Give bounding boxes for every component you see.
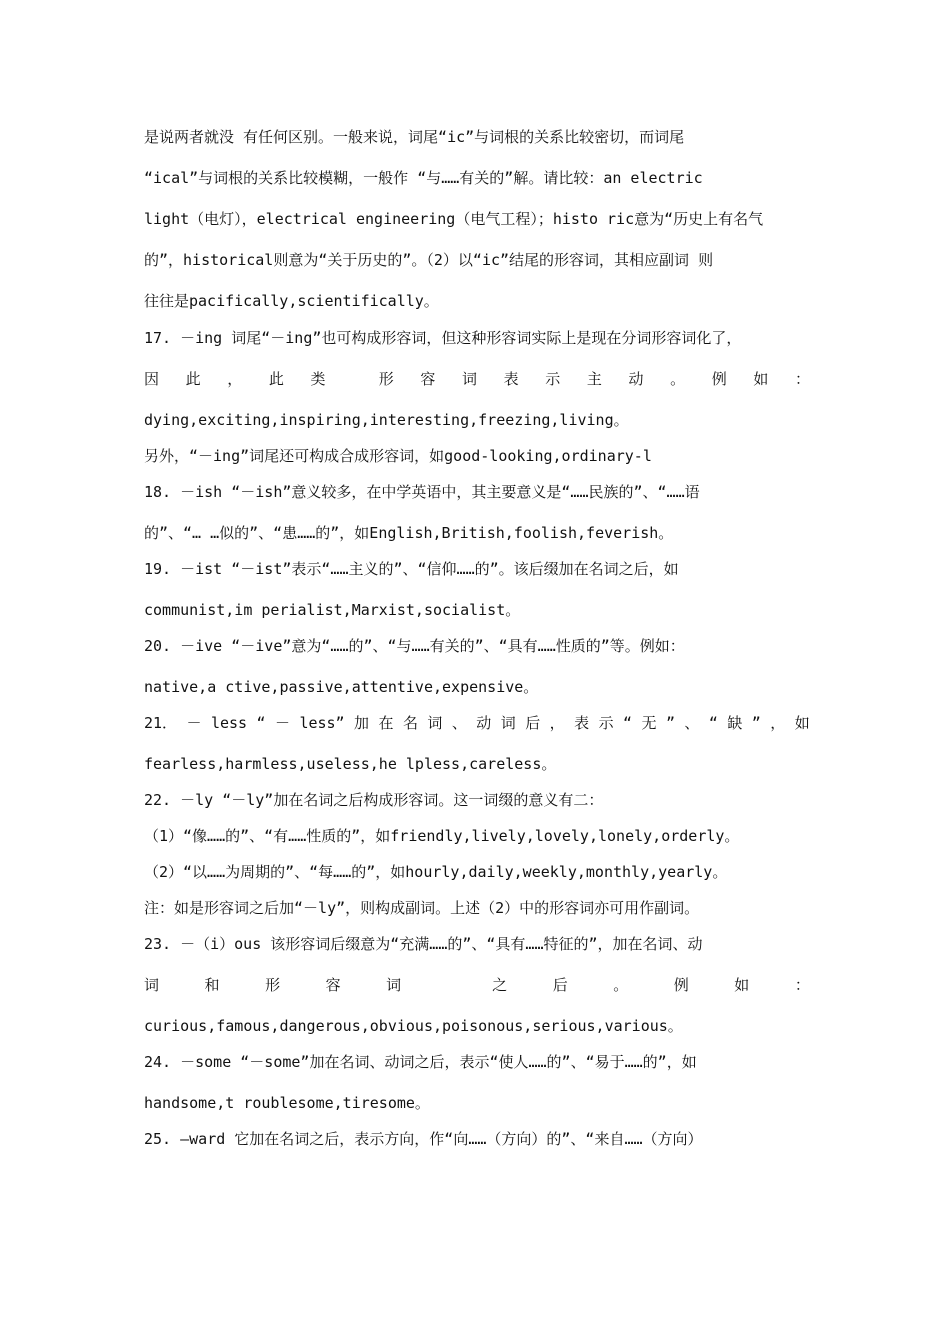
word: 缺 (727, 714, 743, 732)
text-line: （2）“以……为周期的”、“每……的”，如hourly,daily,weekly,monthly,yearly。 (144, 863, 728, 881)
word: ， (770, 714, 786, 732)
word: 21． (144, 714, 178, 732)
char: 词 (144, 976, 160, 994)
char: 例 (711, 370, 727, 388)
char: 形 (265, 976, 281, 994)
text-line: 22. －ly “－ly”加在名词之后构成形容词。这一词缀的意义有二： (144, 791, 604, 809)
word: － (274, 714, 290, 732)
word: 加 (354, 714, 370, 732)
char: 。 (670, 370, 686, 388)
text-line: 另外，“－ing”词尾还可构成合成形容词，如good-looking,ordinary-l (144, 447, 652, 465)
char: 后 (552, 976, 568, 994)
text-line: （1）“像……的”、“有……性质的”，如friendly,lively,lovely,lonely,orderly。 (144, 827, 740, 845)
text-line: 18. －ish “－ish”意义较多，在中学英语中，其主要意义是“……民族的”、“……语 (144, 483, 700, 501)
char: ， (227, 370, 243, 388)
text-line: 20. －ive “－ive”意为“……的”、“与……有关的”、“具有……性质的”等。例如： (144, 637, 685, 655)
word: “ (708, 714, 718, 732)
word: “ (623, 714, 633, 732)
word: 表 (574, 714, 590, 732)
char: 。 (613, 976, 629, 994)
word: 无 (641, 714, 657, 732)
char: 和 (204, 976, 220, 994)
char: 主 (586, 370, 602, 388)
char: 词 (386, 976, 402, 994)
char: 类 (310, 370, 326, 388)
char: 此 (185, 370, 201, 388)
word: 名 (402, 714, 418, 732)
text-line: dying,exciting,inspiring,interesting,freezing,living。 (144, 411, 629, 429)
text-line: 23. －（i）ous 该形容词后缀意为“充满……的”、“具有……特征的”，加在名词、动 (144, 935, 703, 953)
text-line: native,a ctive,passive,attentive,expensive。 (144, 678, 539, 696)
text-line: 注：如是形容词之后加“－ly”，则构成副词。上述（2）中的形容词亦可用作副词。 (144, 899, 700, 917)
text-line: “ical”与词根的关系比较模糊，一般作 “与……有关的”解。请比较：an electric (144, 169, 703, 187)
char: 表 (503, 370, 519, 388)
word: 词 (427, 714, 443, 732)
char: 容 (420, 370, 436, 388)
char: 词 (461, 370, 477, 388)
text-line: 25. —ward 它加在名词之后，表示方向，作“向……（方向）的”、“来自……（方向） (144, 1130, 703, 1148)
word: 后 (525, 714, 541, 732)
word: 、 (451, 714, 467, 732)
word: － (186, 714, 202, 732)
char: 动 (628, 370, 644, 388)
text-line: light（电灯），electrical engineering（电气工程）；histo ric意为“历史上有名气 (144, 210, 764, 228)
word: 在 (378, 714, 394, 732)
char: 此 (268, 370, 284, 388)
char: 例 (673, 976, 689, 994)
word: 示 (598, 714, 614, 732)
justified-line-17b (144, 369, 810, 389)
char: 如 (734, 976, 750, 994)
text-line: communist,im perialist,Marxist,socialist。 (144, 601, 521, 619)
text-line: curious,famous,dangerous,obvious,poisonous,serious,various。 (144, 1017, 683, 1035)
word: “ (256, 714, 266, 732)
char: 示 (545, 370, 561, 388)
text-line: 的”、“… …似的”、“患……的”，如English,British,foolish,feverish。 (144, 524, 674, 542)
word: ” (751, 714, 761, 732)
text-line: 19. －ist “－ist”表示“……主义的”、“信仰……的”。该后缀加在名词之后，如 (144, 560, 679, 578)
word: 动 (476, 714, 492, 732)
char: 形 (378, 370, 394, 388)
char: 如 (753, 370, 769, 388)
text-line: 17. －ing 词尾“－ing”也可构成形容词，但这种形容词实际上是现在分词形容词化了， (144, 329, 742, 347)
char: 之 (492, 976, 508, 994)
char: 容 (325, 976, 341, 994)
text-line: 的”，historical则意为“关于历史的”。（2）以“ic”结尾的形容词，其相应副词 则 (144, 251, 714, 269)
justified-line-21 (144, 713, 810, 733)
char: ： (794, 976, 810, 994)
word: ， (549, 714, 565, 732)
word: less” (299, 714, 345, 732)
char: ： (794, 370, 810, 388)
text-line: 24. －some “－some”加在名词、动词之后，表示“使人……的”、“易于……的”，如 (144, 1053, 697, 1071)
word: 词 (500, 714, 516, 732)
text-line: fearless,harmless,useless,he lpless,careless。 (144, 755, 557, 773)
word: less (210, 714, 248, 732)
word: 如 (794, 714, 810, 732)
text-line: 往往是pacifically,scientifically。 (144, 292, 439, 310)
word: ” (665, 714, 675, 732)
text-line: handsome,t roublesome,tiresome。 (144, 1094, 430, 1112)
word: 、 (684, 714, 700, 732)
text-line: 是说两者就没 有任何区别。一般来说，词尾“ic”与词根的关系比较密切，而词尾 (144, 128, 685, 146)
justified-line-23b (144, 975, 810, 995)
char: 因 (144, 370, 160, 388)
